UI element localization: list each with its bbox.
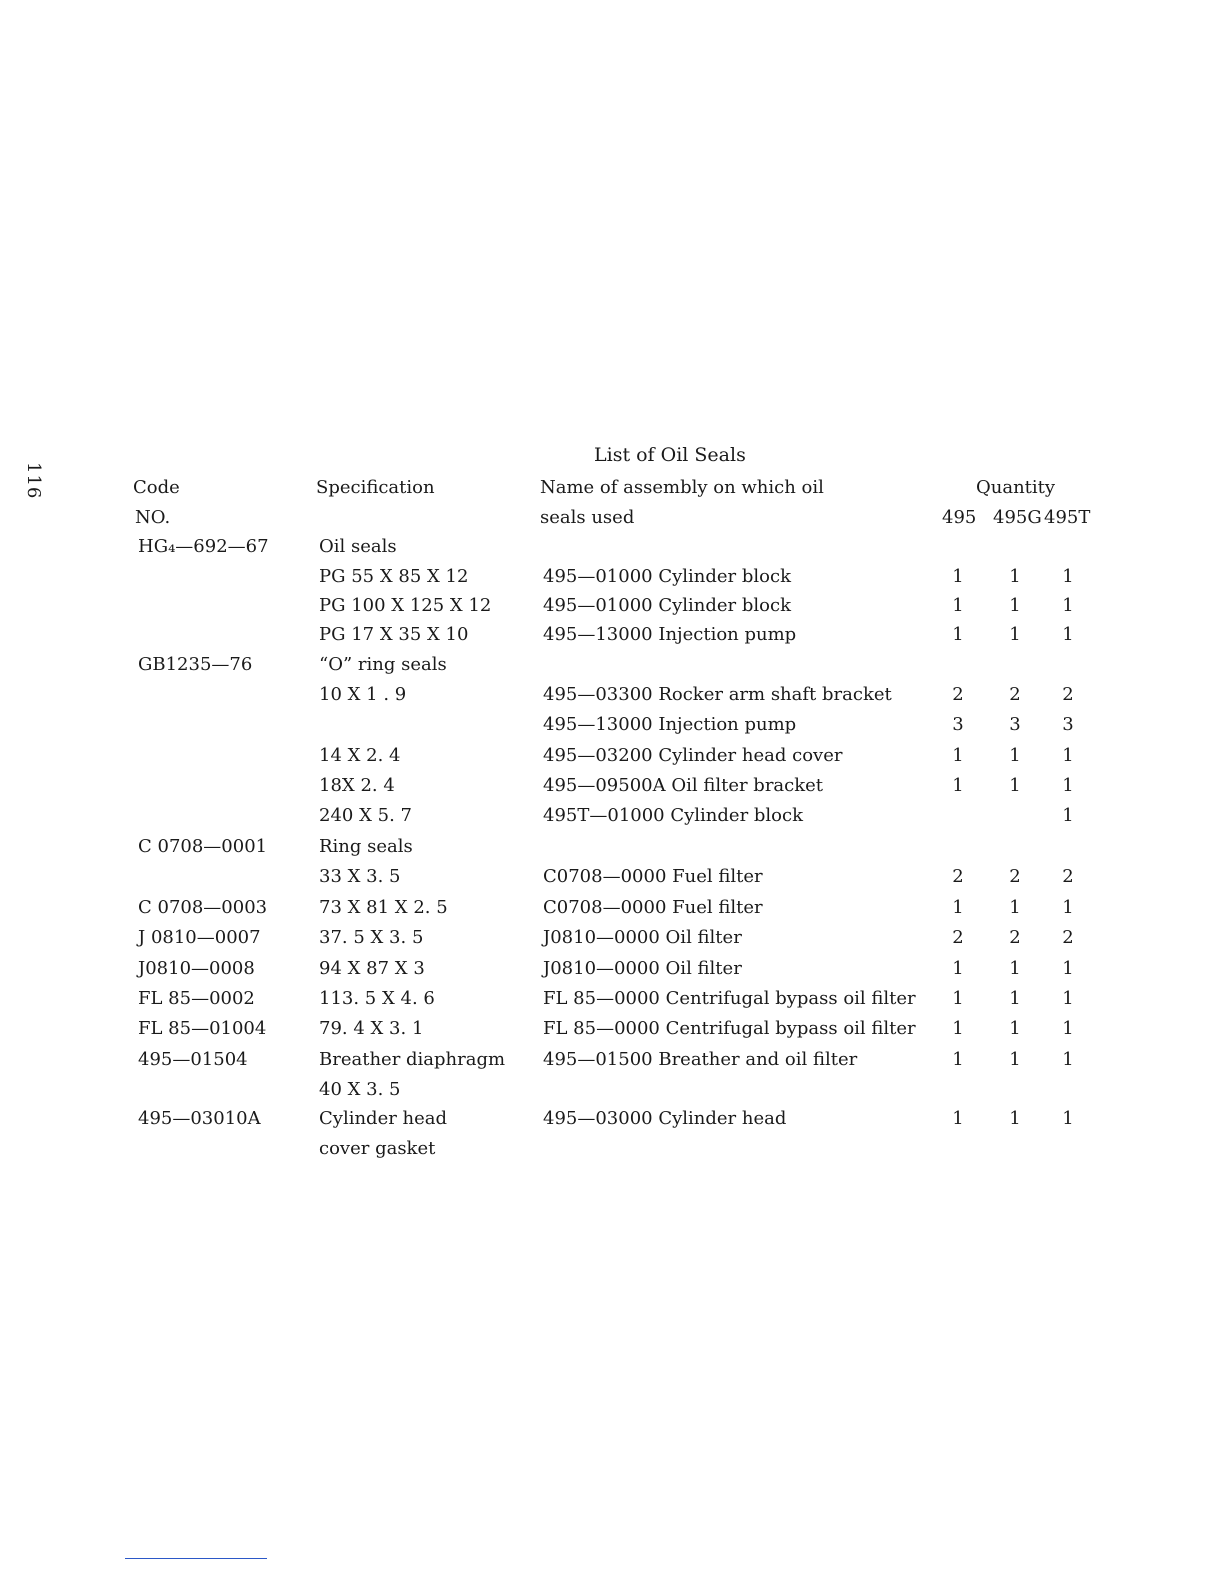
table-cell-assembly: 495—01000 Cylinder block [543, 566, 791, 587]
table-cell-spec: 79. 4 X 3. 1 [319, 1018, 424, 1039]
table-cell-spec: Breather diaphragm [319, 1049, 506, 1070]
table-cell-quantity: 1 [952, 1108, 964, 1129]
table-cell-spec: PG 17 X 35 X 10 [319, 624, 469, 645]
table-cell-quantity: 1 [1062, 1049, 1074, 1070]
table-cell-quantity: 1 [1009, 624, 1021, 645]
header-quantity: Quantity [976, 477, 1056, 498]
header-specification: Specification [316, 477, 435, 498]
table-cell-spec: PG 100 X 125 X 12 [319, 595, 492, 616]
table-cell-assembly: 495—01500 Breather and oil filter [543, 1049, 858, 1070]
table-cell-quantity: 1 [1009, 775, 1021, 796]
table-cell-quantity: 3 [1009, 714, 1021, 735]
table-cell-spec: PG 55 X 85 X 12 [319, 566, 469, 587]
table-cell-code: J0810—0008 [138, 958, 255, 979]
table-cell-quantity: 1 [952, 958, 964, 979]
table-cell-quantity: 1 [952, 566, 964, 587]
table-cell-quantity: 1 [1062, 988, 1074, 1009]
table-cell-spec: 18X 2. 4 [319, 775, 395, 796]
table-cell-assembly: FL 85—0000 Centrifugal bypass oil filter [543, 988, 916, 1009]
table-cell-spec: 240 X 5. 7 [319, 805, 412, 826]
table-cell-assembly: J0810—0000 Oil filter [543, 958, 742, 979]
table-cell-quantity: 1 [1062, 566, 1074, 587]
table-cell-quantity: 1 [1009, 988, 1021, 1009]
table-cell-quantity: 1 [1062, 1108, 1074, 1129]
table-cell-assembly: C0708—0000 Fuel filter [543, 897, 763, 918]
table-cell-assembly: C0708—0000 Fuel filter [543, 866, 763, 887]
table-cell-spec: 113. 5 X 4. 6 [319, 988, 435, 1009]
header-model-495t: 495T [1044, 507, 1091, 528]
table-cell-quantity: 1 [952, 1049, 964, 1070]
table-cell-quantity: 1 [952, 1018, 964, 1039]
table-cell-assembly: 495—03200 Cylinder head cover [543, 745, 843, 766]
table-cell-spec: 73 X 81 X 2. 5 [319, 897, 448, 918]
table-cell-quantity: 1 [1009, 595, 1021, 616]
table-cell-quantity: 2 [1062, 866, 1074, 887]
table-cell-quantity: 1 [1009, 958, 1021, 979]
header-code: Code [133, 477, 180, 498]
table-cell-quantity: 1 [952, 595, 964, 616]
table-cell-quantity: 1 [1062, 958, 1074, 979]
table-cell-quantity: 2 [1062, 684, 1074, 705]
table-cell-quantity: 1 [1009, 897, 1021, 918]
table-cell-code: C 0708—0001 [138, 836, 268, 857]
table-cell-quantity: 1 [1062, 897, 1074, 918]
table-cell-spec: 40 X 3. 5 [319, 1079, 401, 1100]
table-cell-spec: 33 X 3. 5 [319, 866, 401, 887]
table-cell-spec: 94 X 87 X 3 [319, 958, 425, 979]
table-cell-quantity: 1 [1062, 624, 1074, 645]
table-cell-assembly: 495—13000 Injection pump [543, 624, 797, 645]
table-cell-quantity: 1 [1062, 805, 1074, 826]
table-cell-quantity: 1 [952, 624, 964, 645]
table-cell-quantity: 1 [1062, 775, 1074, 796]
table-cell-spec: 37. 5 X 3. 5 [319, 927, 424, 948]
table-cell-code: 495—03010A [138, 1108, 261, 1129]
table-cell-assembly: J0810—0000 Oil filter [543, 927, 742, 948]
table-cell-quantity: 2 [952, 866, 964, 887]
footnote-divider [125, 1558, 267, 1559]
table-cell-quantity: 2 [1062, 927, 1074, 948]
table-cell-spec: Oil seals [319, 536, 397, 557]
table-cell-quantity: 1 [952, 775, 964, 796]
table-cell-code: C 0708—0003 [138, 897, 268, 918]
table-cell-assembly: 495T—01000 Cylinder block [543, 805, 803, 826]
table-cell-quantity: 2 [1009, 927, 1021, 948]
table-cell-assembly: 495—13000 Injection pump [543, 714, 797, 735]
table-cell-quantity: 1 [952, 988, 964, 1009]
table-cell-code: J 0810—0007 [138, 927, 261, 948]
header-model-495: 495 [942, 507, 977, 528]
table-cell-spec: 14 X 2. 4 [319, 745, 401, 766]
table-cell-code: GB1235—76 [138, 654, 253, 675]
table-cell-code: FL 85—0002 [138, 988, 255, 1009]
table-cell-spec: “O” ring seals [319, 654, 447, 675]
table-cell-quantity: 1 [1009, 745, 1021, 766]
table-cell-quantity: 1 [952, 897, 964, 918]
table-cell-quantity: 2 [1009, 866, 1021, 887]
table-cell-quantity: 1 [1062, 1018, 1074, 1039]
header-no: NO. [135, 507, 171, 528]
table-cell-assembly: FL 85—0000 Centrifugal bypass oil filter [543, 1018, 916, 1039]
table-cell-code: FL 85—01004 [138, 1018, 267, 1039]
table-cell-quantity: 1 [1009, 1108, 1021, 1129]
table-cell-quantity: 2 [952, 684, 964, 705]
table-cell-quantity: 1 [1062, 745, 1074, 766]
table-cell-spec: Cylinder head [319, 1108, 448, 1129]
page-title: List of Oil Seals [594, 444, 746, 466]
table-cell-assembly: 495—09500A Oil filter bracket [543, 775, 824, 796]
table-cell-quantity: 3 [952, 714, 964, 735]
header-assembly-name: Name of assembly on which oil [540, 477, 824, 498]
header-model-495g: 495G [993, 507, 1042, 528]
table-cell-quantity: 1 [1009, 566, 1021, 587]
table-cell-quantity: 1 [1062, 595, 1074, 616]
table-cell-quantity: 1 [952, 745, 964, 766]
table-cell-code: HG₄—692—67 [138, 536, 269, 557]
table-cell-spec: cover gasket [319, 1138, 436, 1159]
table-cell-quantity: 2 [952, 927, 964, 948]
table-cell-quantity: 2 [1009, 684, 1021, 705]
table-cell-spec: 10 X 1 . 9 [319, 684, 407, 705]
table-cell-assembly: 495—03300 Rocker arm shaft bracket [543, 684, 892, 705]
page-number: 116 [23, 462, 44, 500]
header-assembly-name-cont: seals used [540, 507, 635, 528]
table-cell-spec: Ring seals [319, 836, 413, 857]
table-cell-quantity: 3 [1062, 714, 1074, 735]
table-cell-quantity: 1 [1009, 1049, 1021, 1070]
table-cell-code: 495—01504 [138, 1049, 248, 1070]
table-cell-assembly: 495—01000 Cylinder block [543, 595, 791, 616]
table-cell-assembly: 495—03000 Cylinder head [543, 1108, 787, 1129]
table-cell-quantity: 1 [1009, 1018, 1021, 1039]
